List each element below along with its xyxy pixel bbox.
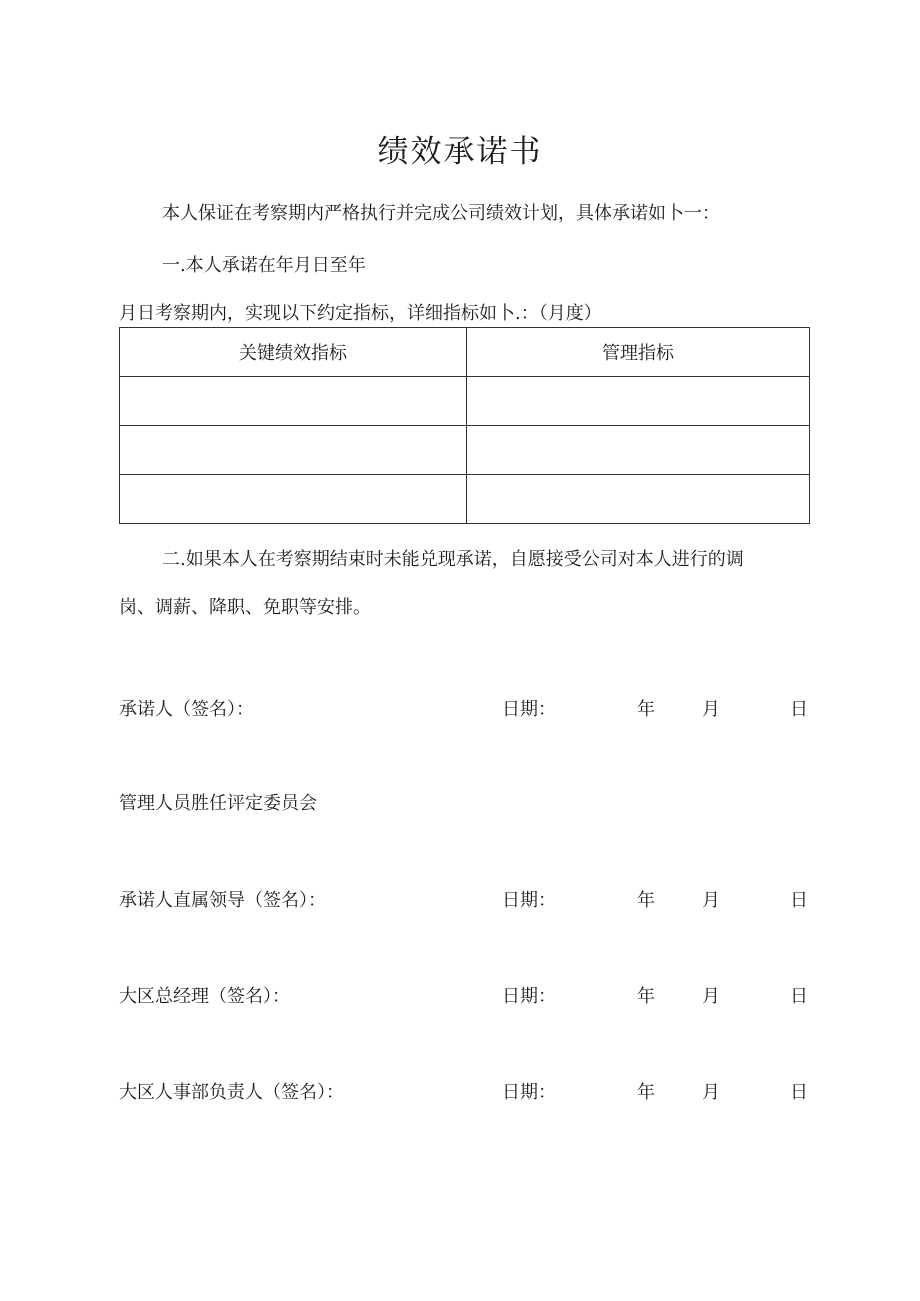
signature-label: 大区总经理（签名）： <box>119 986 290 1007</box>
signature-label: 大区人事部负责人（签名）： <box>119 1082 344 1103</box>
day-label: 日 <box>790 890 808 911</box>
signature-row-regional-manager <box>0 985 920 1009</box>
signature-row-hr-head <box>0 1081 920 1105</box>
date-label: 日期： <box>502 890 556 911</box>
table-row <box>120 426 810 475</box>
intro-paragraph: 本人保证在考察期内严格执行并完成公司绩效计划，具体承诺如卜一： <box>162 203 720 224</box>
year-label: 年 <box>637 986 655 1007</box>
table-cell[interactable] <box>467 475 810 524</box>
day-label: 日 <box>790 1082 808 1103</box>
month-label: 月 <box>702 890 720 911</box>
day-label: 日 <box>790 986 808 1007</box>
kpi-table <box>119 327 810 524</box>
month-label: 月 <box>702 986 720 1007</box>
clause-2-line-1: 二.如果本人在考察期结束时未能兑现承诺，自愿接受公司对本人进行的调 <box>162 549 744 570</box>
signature-label: 承诺人（签名）： <box>119 699 254 720</box>
table-cell[interactable] <box>120 377 467 426</box>
year-label: 年 <box>637 890 655 911</box>
table-cell[interactable] <box>467 377 810 426</box>
month-label: 月 <box>702 699 720 720</box>
day-label: 日 <box>790 699 808 720</box>
header-kpi: 关键绩效指标 <box>120 328 467 377</box>
signature-label: 承诺人直属领导（签名）： <box>119 890 326 911</box>
date-label: 日期： <box>502 699 556 720</box>
month-label: 月 <box>702 1082 720 1103</box>
clause-1-line-1: 一.本人承诺在年月日至年 <box>162 255 366 276</box>
page-title: 绩效承诺书 <box>377 134 543 170</box>
table-cell[interactable] <box>120 475 467 524</box>
table-row <box>120 377 810 426</box>
year-label: 年 <box>637 1082 655 1103</box>
clause-2-line-2: 岗、调薪、降职、免职等安排。 <box>119 597 371 618</box>
header-management: 管理指标 <box>467 328 810 377</box>
table-cell[interactable] <box>120 426 467 475</box>
signature-row-supervisor <box>0 889 920 913</box>
table-cell[interactable] <box>467 426 810 475</box>
table-row <box>120 475 810 524</box>
signature-row-promisor <box>0 698 920 722</box>
table-header-row <box>120 328 810 377</box>
date-label: 日期： <box>502 1082 556 1103</box>
committee-heading: 管理人员胜任评定委员会 <box>119 793 317 814</box>
clause-1-line-2: 月日考察期内，实现以下约定指标，详细指标如卜.：（月度） <box>119 303 602 324</box>
year-label: 年 <box>637 699 655 720</box>
date-label: 日期： <box>502 986 556 1007</box>
